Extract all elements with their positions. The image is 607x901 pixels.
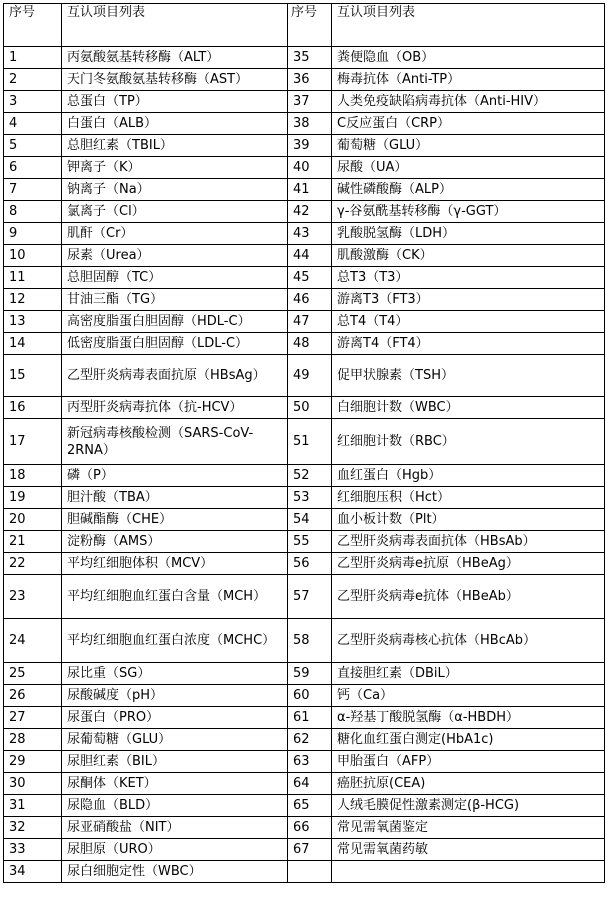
- row-number-right: 58: [288, 619, 332, 663]
- item-name-right: 游离T3（FT3）: [332, 289, 605, 311]
- item-name-right: 红细胞压积（Hct）: [332, 487, 605, 509]
- table-row: [4, 685, 605, 707]
- row-number-right: 40: [288, 157, 332, 179]
- row-number-right: 55: [288, 531, 332, 553]
- item-name-left: 天门冬氨酸氨基转移酶（AST）: [62, 69, 288, 91]
- item-name-right: 促甲状腺素（TSH）: [332, 355, 605, 397]
- item-name-left: 甘油三酯（TG）: [62, 289, 288, 311]
- item-name-right: γ-谷氨酰基转移酶（γ-GGT）: [332, 201, 605, 223]
- item-name-left: 丙型肝炎病毒抗体（抗-HCV）: [62, 397, 288, 419]
- row-number-right: 48: [288, 333, 332, 355]
- table-row: [4, 707, 605, 729]
- table-row: [4, 397, 605, 419]
- row-number-left: 1: [4, 47, 62, 69]
- item-name-left: 白蛋白（ALB）: [62, 113, 288, 135]
- row-number-right: 49: [288, 355, 332, 397]
- table-row: [4, 267, 605, 289]
- row-number-right: 45: [288, 267, 332, 289]
- row-number-left: 25: [4, 663, 62, 685]
- row-number-left: 27: [4, 707, 62, 729]
- table-row: [4, 487, 605, 509]
- row-number-right: 37: [288, 91, 332, 113]
- row-number-right: 35: [288, 47, 332, 69]
- row-number-left: 16: [4, 397, 62, 419]
- row-number-left: 19: [4, 487, 62, 509]
- table-row: [4, 157, 605, 179]
- item-name-left: 尿酮体（KET）: [62, 773, 288, 795]
- item-name-right: 肌酸激酶（CK）: [332, 245, 605, 267]
- item-name-left: 总胆红素（TBIL）: [62, 135, 288, 157]
- item-name-right: 甲胎蛋白（AFP）: [332, 751, 605, 773]
- item-name-left: 高密度脂蛋白胆固醇（HDL-C）: [62, 311, 288, 333]
- row-number-left: 11: [4, 267, 62, 289]
- table-row: [4, 773, 605, 795]
- table-row: [4, 531, 605, 553]
- table-row: [4, 223, 605, 245]
- row-number-left: 18: [4, 465, 62, 487]
- row-number-left: 15: [4, 355, 62, 397]
- table-row: [4, 575, 605, 619]
- table-row: [4, 817, 605, 839]
- item-name-left: 钠离子（Na）: [62, 179, 288, 201]
- row-number-right: 61: [288, 707, 332, 729]
- table-row: [4, 509, 605, 531]
- item-name-right: 红细胞计数（RBC）: [332, 419, 605, 465]
- row-number-right: 66: [288, 817, 332, 839]
- row-number-left: 24: [4, 619, 62, 663]
- header-no-left: 序号: [4, 4, 62, 47]
- row-number-right: 54: [288, 509, 332, 531]
- row-number-right: 47: [288, 311, 332, 333]
- item-name-left: 尿酸碱度（pH）: [62, 685, 288, 707]
- row-number-right: 53: [288, 487, 332, 509]
- table-row: [4, 861, 605, 883]
- item-name-right: 人绒毛膜促性激素测定(β-HCG): [332, 795, 605, 817]
- row-number-right: 50: [288, 397, 332, 419]
- table-row: [4, 465, 605, 487]
- row-number-right: 62: [288, 729, 332, 751]
- row-number-left: 31: [4, 795, 62, 817]
- item-name-left: 淀粉酶（AMS）: [62, 531, 288, 553]
- item-name-right: α-羟基丁酸脱氢酶（α-HBDH）: [332, 707, 605, 729]
- row-number-right: 59: [288, 663, 332, 685]
- row-number-left: 17: [4, 419, 62, 465]
- row-number-left: 32: [4, 817, 62, 839]
- item-name-right: 白细胞计数（WBC）: [332, 397, 605, 419]
- item-name-left: 胆碱酯酶（CHE）: [62, 509, 288, 531]
- table-row: [4, 751, 605, 773]
- row-number-right: 52: [288, 465, 332, 487]
- item-name-left: 低密度脂蛋白胆固醇（LDL-C）: [62, 333, 288, 355]
- item-name-right: 总T3（T3）: [332, 267, 605, 289]
- table-row: [4, 619, 605, 663]
- row-number-left: 30: [4, 773, 62, 795]
- row-number-left: 5: [4, 135, 62, 157]
- item-name-right: 总T4（T4）: [332, 311, 605, 333]
- item-name-left: 尿胆红素（BIL）: [62, 751, 288, 773]
- item-name-right: 直接胆红素（DBiL）: [332, 663, 605, 685]
- row-number-left: 34: [4, 861, 62, 883]
- row-number-left: 28: [4, 729, 62, 751]
- item-name-left: 钾离子（K）: [62, 157, 288, 179]
- row-number-right: [288, 861, 332, 883]
- item-name-left: 肌酐（Cr）: [62, 223, 288, 245]
- row-number-right: 67: [288, 839, 332, 861]
- row-number-left: 2: [4, 69, 62, 91]
- item-name-right: 碱性磷酸酶（ALP）: [332, 179, 605, 201]
- header-no-right: 序号: [288, 4, 332, 47]
- row-number-right: 42: [288, 201, 332, 223]
- table-row: [4, 179, 605, 201]
- row-number-left: 21: [4, 531, 62, 553]
- row-number-right: 65: [288, 795, 332, 817]
- row-number-left: 13: [4, 311, 62, 333]
- item-name-left: 尿白细胞定性（WBC）: [62, 861, 288, 883]
- row-number-left: 7: [4, 179, 62, 201]
- item-name-left: 磷（P）: [62, 465, 288, 487]
- table-row: [4, 69, 605, 91]
- row-number-left: 12: [4, 289, 62, 311]
- item-name-right: 乙型肝炎病毒表面抗体（HBsAb）: [332, 531, 605, 553]
- item-name-left: 尿比重（SG）: [62, 663, 288, 685]
- row-number-left: 23: [4, 575, 62, 619]
- table-row: [4, 419, 605, 465]
- row-number-left: 6: [4, 157, 62, 179]
- item-name-left: 乙型肝炎病毒表面抗原（HBsAg）: [62, 355, 288, 397]
- row-number-left: 29: [4, 751, 62, 773]
- item-name-left: 尿亚硝酸盐（NIT）: [62, 817, 288, 839]
- row-number-left: 26: [4, 685, 62, 707]
- item-name-left: 尿隐血（BLD）: [62, 795, 288, 817]
- item-name-right: 游离T4（FT4）: [332, 333, 605, 355]
- row-number-right: 63: [288, 751, 332, 773]
- row-number-right: 60: [288, 685, 332, 707]
- row-number-left: 8: [4, 201, 62, 223]
- header-row: [4, 4, 605, 47]
- item-name-right: 血小板计数（Plt）: [332, 509, 605, 531]
- table-row: [4, 245, 605, 267]
- item-name-right: [332, 861, 605, 883]
- row-number-left: 33: [4, 839, 62, 861]
- item-name-right: 人类免疫缺陷病毒抗体（Anti-HIV）: [332, 91, 605, 113]
- item-name-right: 血红蛋白（Hgb）: [332, 465, 605, 487]
- item-name-left: 尿素（Urea）: [62, 245, 288, 267]
- table-row: [4, 135, 605, 157]
- item-name-right: 尿酸（UA）: [332, 157, 605, 179]
- row-number-left: 3: [4, 91, 62, 113]
- item-name-right: 乳酸脱氢酶（LDH）: [332, 223, 605, 245]
- item-name-left: 氯离子（Cl）: [62, 201, 288, 223]
- table-row: [4, 729, 605, 751]
- item-name-left: 尿葡萄糖（GLU）: [62, 729, 288, 751]
- row-number-right: 51: [288, 419, 332, 465]
- row-number-right: 43: [288, 223, 332, 245]
- row-number-left: 10: [4, 245, 62, 267]
- row-number-left: 22: [4, 553, 62, 575]
- item-name-right: 常见需氧菌鉴定: [332, 817, 605, 839]
- row-number-right: 41: [288, 179, 332, 201]
- item-name-right: 乙型肝炎病毒e抗原（HBeAg）: [332, 553, 605, 575]
- row-number-left: 9: [4, 223, 62, 245]
- item-name-left: 胆汁酸（TBA）: [62, 487, 288, 509]
- table-row: [4, 47, 605, 69]
- row-number-right: 36: [288, 69, 332, 91]
- item-name-left: 总蛋白（TP）: [62, 91, 288, 113]
- row-number-right: 46: [288, 289, 332, 311]
- row-number-left: 20: [4, 509, 62, 531]
- table-row: [4, 355, 605, 397]
- item-name-left: 新冠病毒核酸检测（SARS-CoV-2RNA）: [62, 419, 288, 465]
- item-name-right: 钙（Ca）: [332, 685, 605, 707]
- table-row: [4, 201, 605, 223]
- mutual-recognition-table: [3, 3, 605, 883]
- row-number-right: 56: [288, 553, 332, 575]
- row-number-left: 4: [4, 113, 62, 135]
- table-row: [4, 663, 605, 685]
- table-row: [4, 333, 605, 355]
- item-name-right: 粪便隐血（OB）: [332, 47, 605, 69]
- item-name-left: 尿胆原（URO）: [62, 839, 288, 861]
- item-name-right: 癌胚抗原(CEA): [332, 773, 605, 795]
- table-row: [4, 795, 605, 817]
- row-number-right: 57: [288, 575, 332, 619]
- item-name-left: 丙氨酸氨基转移酶（ALT）: [62, 47, 288, 69]
- table-row: [4, 839, 605, 861]
- item-name-left: 平均红细胞血红蛋白含量（MCH）: [62, 575, 288, 619]
- item-name-left: 平均红细胞体积（MCV）: [62, 553, 288, 575]
- table-row: [4, 289, 605, 311]
- item-name-left: 总胆固醇（TC）: [62, 267, 288, 289]
- item-name-right: 梅毒抗体（Anti-TP）: [332, 69, 605, 91]
- row-number-right: 39: [288, 135, 332, 157]
- item-name-right: C反应蛋白（CRP）: [332, 113, 605, 135]
- table-row: [4, 113, 605, 135]
- row-number-right: 64: [288, 773, 332, 795]
- row-number-right: 44: [288, 245, 332, 267]
- item-name-right: 常见需氧菌药敏: [332, 839, 605, 861]
- header-title-left: 互认项目列表: [62, 4, 288, 47]
- table-row: [4, 91, 605, 113]
- item-name-right: 糖化血红蛋白测定(HbA1c): [332, 729, 605, 751]
- header-title-right: 互认项目列表: [332, 4, 605, 47]
- table-row: [4, 553, 605, 575]
- row-number-right: 38: [288, 113, 332, 135]
- table-row: [4, 311, 605, 333]
- item-name-left: 平均红细胞血红蛋白浓度（MCHC）: [62, 619, 288, 663]
- item-name-right: 葡萄糖（GLU）: [332, 135, 605, 157]
- item-name-right: 乙型肝炎病毒e抗体（HBeAb）: [332, 575, 605, 619]
- row-number-left: 14: [4, 333, 62, 355]
- item-name-right: 乙型肝炎病毒核心抗体（HBcAb）: [332, 619, 605, 663]
- item-name-left: 尿蛋白（PRO）: [62, 707, 288, 729]
